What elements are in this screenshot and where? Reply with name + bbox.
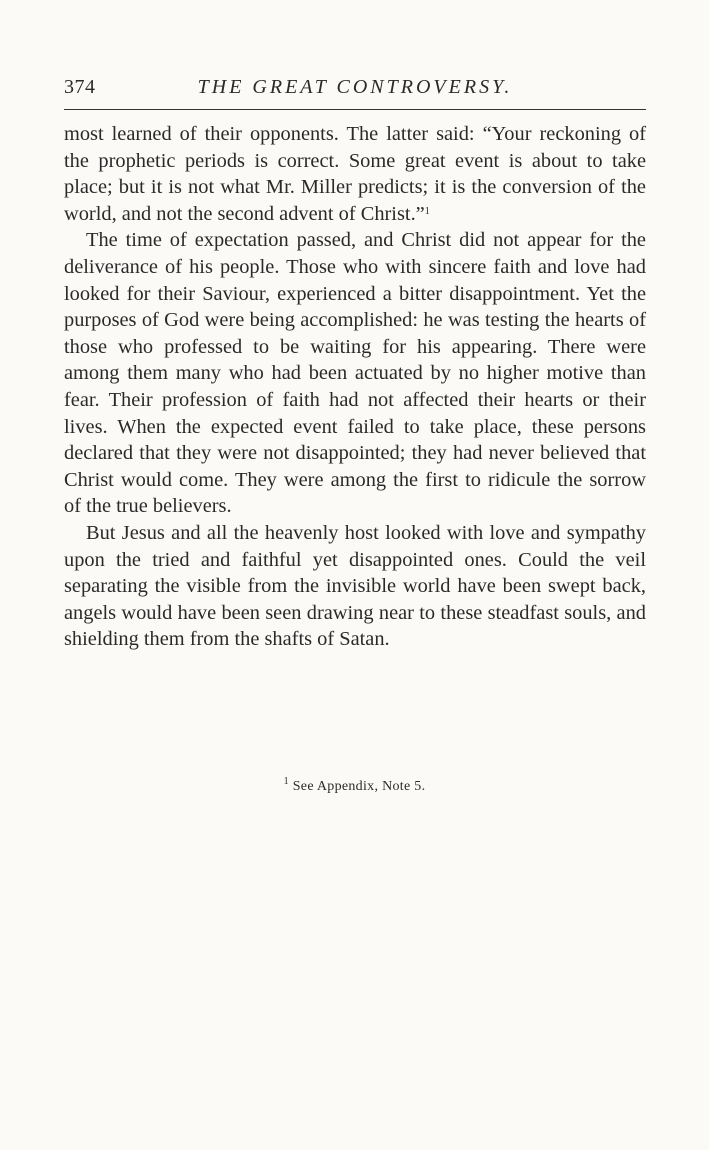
running-head (64, 74, 646, 104)
body-text (64, 121, 646, 653)
running-title: THE GREAT CONTROVERSY. (197, 76, 513, 98)
footnote-reference: 1 (424, 205, 430, 217)
header-rule (64, 109, 646, 110)
page-number: 374 (64, 76, 96, 98)
footnote (0, 776, 709, 795)
paragraph-2: The time of expectation passed, and Christ did not appear for the deliverance of his people. Those who with sincere faith and love had looked for their Saviour, experienced a bitter disappointment. Yet the purposes of God were being accomplished: he was testing the hearts of those who professed to be waiting for his appearing. There were among them many who had been actuated by no higher motive than fear. Their profession of faith had not affected their hearts or their lives. When the expected event failed to take place, these persons declared that they were not disappointed; they had never believed that Christ would come. They were among the first to ridicule the sorrow of the true believers. (64, 229, 646, 518)
paragraph-1 (64, 121, 646, 227)
footnote-marker: 1 (283, 776, 289, 787)
paragraph-3: But Jesus and all the heavenly host looked with love and sympathy upon the tried and faithful yet disappointed ones. Could the veil separating the visible from the invisible world have been swept back, angels would have been seen drawing near to these steadfast souls, and shielding them from the shafts of Satan. (64, 521, 646, 651)
paragraph-1-text: most learned of their opponents. The latter said: “Your reckoning of the prophetic periods is correct. Some great event is about to take place; but it is not what Mr. Miller predicts; it is the conversion of the world, and not the second advent of Christ.” (64, 123, 646, 225)
footnote-text: See Appendix, Note 5. (292, 779, 426, 794)
